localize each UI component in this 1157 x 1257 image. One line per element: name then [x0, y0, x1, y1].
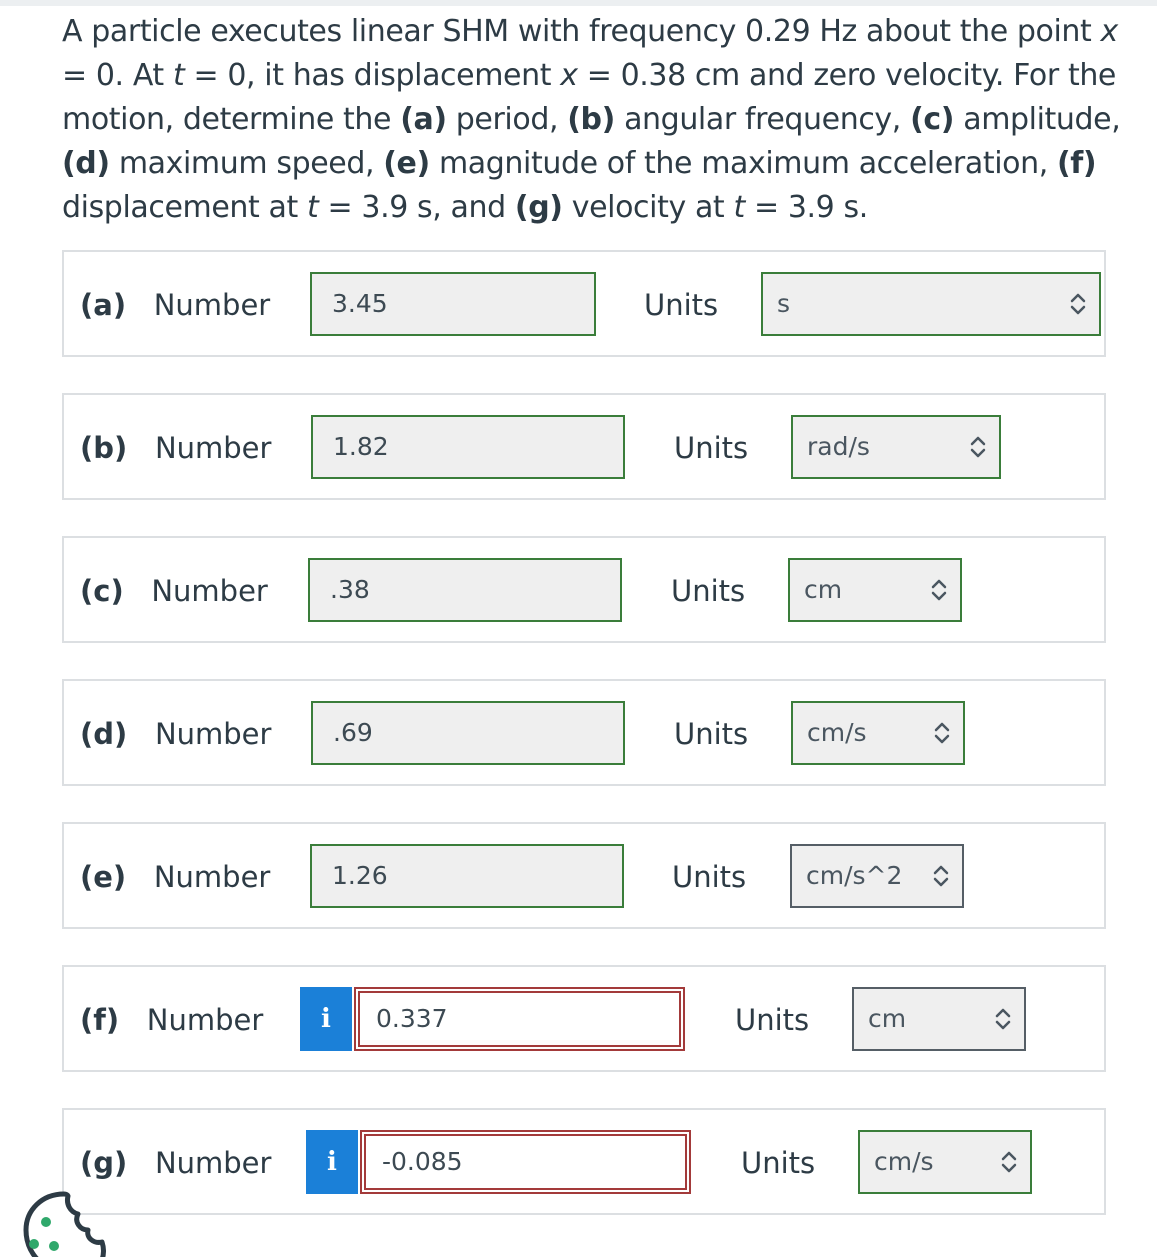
top-bar	[0, 0, 1157, 6]
part-e-units-label: Units	[672, 860, 747, 894]
chevron-up-down-icon	[967, 433, 989, 461]
part-g-number-input[interactable]: -0.085	[360, 1130, 691, 1194]
chevron-up-down-icon	[928, 576, 950, 604]
part-a-unit-value: s	[777, 289, 791, 318]
part-e-label: (e) Number	[80, 860, 271, 894]
part-e-unit-value: cm/s^2	[806, 861, 903, 890]
part-a	[62, 250, 1106, 357]
part-d	[62, 679, 1106, 786]
part-a-label: (a) Number	[80, 288, 271, 322]
info-icon: i	[321, 1004, 331, 1034]
chevron-up-down-icon	[930, 862, 952, 890]
part-b-label: (b) Number	[80, 431, 272, 465]
cookie-icon[interactable]	[22, 1190, 106, 1257]
part-f-units-select[interactable]	[852, 987, 1026, 1051]
part-b-number-input[interactable]: 1.82	[311, 415, 625, 479]
chevron-up-down-icon	[992, 1005, 1014, 1033]
part-a-units-select[interactable]	[761, 272, 1101, 336]
part-d-units-label: Units	[674, 717, 749, 751]
part-a-units-label: Units	[644, 288, 719, 322]
part-f-units-label: Units	[735, 1003, 810, 1037]
part-c-units-label: Units	[671, 574, 746, 608]
part-f	[62, 965, 1106, 1072]
part-c-units-select[interactable]	[788, 558, 962, 622]
part-b-units-label: Units	[674, 431, 749, 465]
part-c	[62, 536, 1106, 643]
chevron-up-down-icon	[998, 1148, 1020, 1176]
chevron-up-down-icon	[931, 719, 953, 747]
part-f-label: (f) Number	[80, 1003, 264, 1037]
part-e-number-input[interactable]: 1.26	[310, 844, 624, 908]
part-b-units-select[interactable]	[791, 415, 1001, 479]
part-g-unit-value: cm/s	[874, 1147, 934, 1176]
part-c-unit-value: cm	[804, 575, 843, 604]
part-d-label: (d) Number	[80, 717, 272, 751]
info-icon: i	[327, 1147, 337, 1177]
part-f-number-input[interactable]: 0.337	[354, 987, 685, 1051]
part-c-number-input[interactable]: .38	[308, 558, 622, 622]
part-d-number-input[interactable]: .69	[311, 701, 625, 765]
part-g-info-button[interactable]	[306, 1130, 358, 1194]
part-e-units-select[interactable]	[790, 844, 964, 908]
chevron-up-down-icon	[1067, 290, 1089, 318]
part-b	[62, 393, 1106, 500]
part-e	[62, 822, 1106, 929]
part-d-units-select[interactable]	[791, 701, 965, 765]
part-f-unit-value: cm	[868, 1004, 907, 1033]
part-g	[62, 1108, 1106, 1215]
part-b-unit-value: rad/s	[807, 432, 870, 461]
part-c-label: (c) Number	[80, 574, 268, 608]
question-text: A particle executes linear SHM with frequency 0.29 Hz about the point x = 0. At t = 0, it has displacement x = 0.38 cm and zero velocity. For the motion, determine the (a) period, (b) angular frequency, (c) amplitude, (d) maximum speed, (e) magnitude of the maximum acceleration, (f) displacement at t = 3.9 s, and (g) velocity at t = 3.9 s.	[62, 14, 1121, 225]
part-d-unit-value: cm/s	[807, 718, 867, 747]
part-g-units-select[interactable]	[858, 1130, 1032, 1194]
part-a-number-input[interactable]: 3.45	[310, 272, 596, 336]
part-g-units-label: Units	[741, 1146, 816, 1180]
part-g-label: (g) Number	[80, 1146, 272, 1180]
part-f-info-button[interactable]	[300, 987, 352, 1051]
